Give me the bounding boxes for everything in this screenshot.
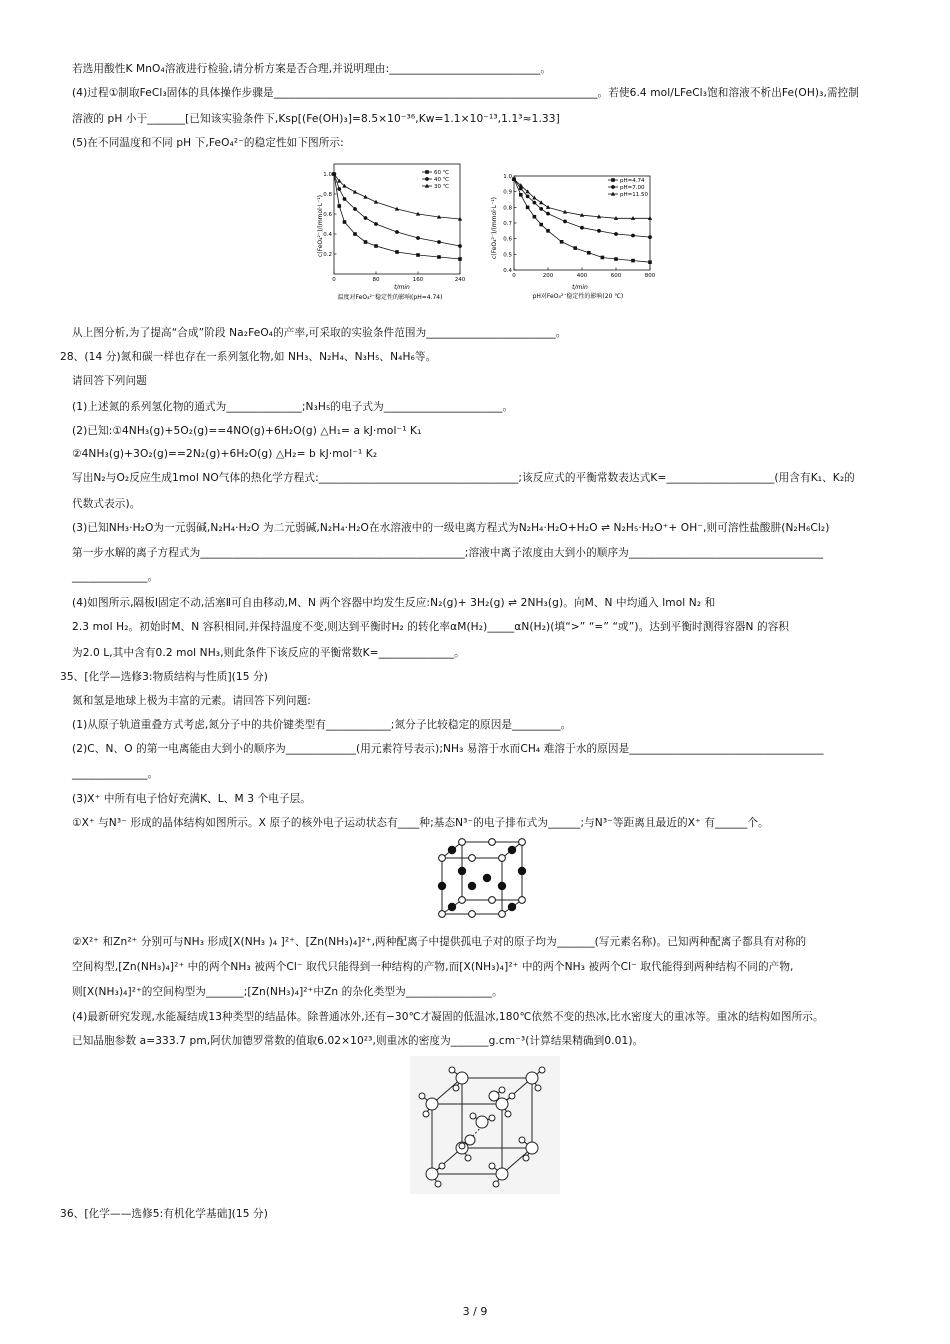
chart2-xlabel: t/min (572, 284, 588, 291)
y-tick-label: 0.4 (323, 232, 332, 238)
y-tick-label: 0.6 (323, 212, 332, 218)
data-point (416, 253, 420, 257)
x-tick-label: 800 (644, 273, 656, 279)
x-tick-label: 600 (610, 273, 622, 279)
y-tick-label: 0.6 (503, 236, 512, 243)
text-line: ①X⁺ 与N³⁻ 形成的晶体结构如图所示。X 原子的核外电子运动状态有____种;基态N³⁻的电子排布式为______;与N³⁻等距离且最近的X⁺ 有______个。 (72, 817, 769, 829)
text-line: ______________。 (72, 571, 159, 583)
text-line: ②4NH₃(g)+3O₂(g)==2N₂(g)+6H₂O(g) △H₂= b kJ·mol⁻¹ K₂ (72, 448, 378, 460)
question-header: 28、(14 分)氮和碳一样也存在一系列氢化物,如 NH₃、N₂H₄、N₃H₅、N₄H₆等。 (60, 351, 437, 363)
legend-marker (425, 177, 429, 181)
oxygen-atom (489, 1091, 499, 1101)
hydrogen-atom (523, 1155, 529, 1161)
data-point (526, 206, 530, 210)
x-tick-label: 0 (332, 277, 336, 283)
hydrogen-atom (539, 1067, 545, 1073)
text-line: ______________。 (72, 768, 159, 780)
x-ion (519, 839, 526, 846)
x-tick-label: 400 (576, 273, 588, 279)
hydrogen-atom (419, 1093, 425, 1099)
legend-marker (425, 170, 429, 174)
legend-label: pH=7.00 (620, 185, 645, 191)
data-point (631, 259, 635, 263)
hydrogen-atom (435, 1181, 441, 1187)
question-header: 36、[化学——选修5:有机化学基础](15 分) (60, 1208, 268, 1220)
oxygen-atom (476, 1116, 488, 1128)
text-line: (4)如图所示,隔板Ⅰ固定不动,活塞Ⅱ可自由移动,M、N 两个容器中均发生反应:N₂(g)+ 3H₂(g) ⇌ 2NH₃(g)。向M、N 中均通入 lmol N₂ 和 (72, 597, 716, 609)
y-tick-label: 0.4 (503, 268, 512, 274)
x-tick-label: 240 (454, 277, 466, 283)
x-tick-label: 200 (542, 273, 554, 279)
oxygen-atom (456, 1072, 468, 1084)
data-point (546, 205, 550, 209)
n3-ion (483, 874, 491, 882)
text-line: 氮和氢是地球上极为丰富的元素。请回答下列问题: (72, 695, 311, 707)
data-point (353, 190, 357, 194)
data-point (563, 220, 567, 224)
data-point (364, 216, 368, 220)
hydrogen-atom (423, 1111, 429, 1117)
data-point (337, 204, 341, 208)
n3-ion (518, 867, 526, 875)
data-point (560, 240, 564, 244)
data-point (353, 207, 357, 211)
y-tick-label: 1.0 (323, 172, 332, 178)
x-tick-label: 80 (372, 277, 380, 283)
data-point (374, 222, 378, 226)
legend-label: pH=11.50 (620, 192, 648, 198)
x-ion (499, 911, 506, 918)
temperature-stability-chart (310, 158, 480, 303)
n3-ion (508, 903, 516, 911)
legend-label: 40 ℃ (434, 177, 449, 183)
data-point (395, 250, 399, 254)
text-line: (1)上述氮的系列氢化物的通式为______________;N₃H₅的电子式为______________________。 (72, 401, 514, 413)
x-ion (459, 897, 466, 904)
legend-label: 30 ℃ (434, 184, 449, 190)
data-point (458, 257, 462, 261)
data-point (533, 201, 537, 205)
text-line: 代数式表示)。 (72, 498, 141, 510)
legend-label: pH=4.74 (620, 178, 645, 184)
text-line: 则[X(NH₃)₄]²⁺的空间构型为_______;[Zn(NH₃)₄]²⁺中Zn 的杂化类型为________________。 (72, 986, 503, 998)
hydrogen-atom (439, 1163, 445, 1169)
data-point (395, 230, 399, 234)
text-line: 为2.0 L,其中含有0.2 mol NH₃,则此条件下该反应的平衡常数K=______________。 (72, 647, 465, 659)
text-line: (2)已知:①4NH₃(g)+5O₂(g)==4NO(g)+6H₂O(g) △H₁= a kJ·mol⁻¹ K₁ (72, 425, 422, 437)
hydrogen-atom (465, 1155, 471, 1161)
data-point (539, 200, 543, 204)
data-point (374, 244, 378, 248)
x-tick-label: 0 (512, 273, 516, 279)
hydrogen-atom (499, 1087, 505, 1093)
data-point (601, 256, 605, 260)
x-ion (439, 911, 446, 918)
text-line: 溶液的 pH 小于_______[已知该实验条件下,Ksp[(Fe(OH)₃]=8.5×10⁻³⁶,Kw=1.1×10⁻¹³,1.1³≈1.33] (72, 113, 560, 125)
data-point (539, 207, 543, 211)
x-ion (469, 855, 476, 862)
legend-marker (611, 185, 615, 189)
text-line: (4)最新研究发现,水能凝结成13种类型的结晶体。除普通冰外,还有−30℃才凝固的低温冰,180℃依然不变的热冰,比水密度大的重冰等。重冰的结构如图所示。 (72, 1011, 824, 1023)
x-ion (499, 855, 506, 862)
text-line: (3)X⁺ 中所有电子恰好充满K、L、M 3 个电子层。 (72, 793, 311, 805)
text-line: (3)已知NH₃·H₂O为一元弱碱,N₂H₄·H₂O 为二元弱碱,N₂H₄·H₂O在水溶液中的一级电离方程式为N₂H₄·H₂O+H₂O ⇌ N₂H₅·H₂O⁺+ OH⁻,则可溶性盐酸肼(N₂H₆Cl₂) (72, 522, 830, 534)
text-line: (1)从原子轨道重叠方式考虑,氮分子中的共价键类型有____________;氮分子比较稳定的原因是_________。 (72, 719, 572, 731)
data-point (437, 240, 441, 244)
text-line: (2)C、N、O 的第一电离能由大到小的顺序为_____________(用元素符号表示);NH₃ 易溶于水而CH₄ 难溶于水的原因是____________________________________ (72, 743, 824, 755)
legend-label: 60 ℃ (434, 170, 449, 176)
x-ion (519, 897, 526, 904)
hydrogen-atom (509, 1093, 515, 1099)
x-ion (459, 839, 466, 846)
y-tick-label: 0.7 (503, 221, 512, 227)
hydrogen-atom (535, 1085, 541, 1091)
n3-ion (468, 882, 476, 890)
data-point (648, 235, 652, 239)
y-tick-label: 0.5 (503, 252, 512, 259)
text-line: 已知晶胞参数 a=333.7 pm,阿伏加德罗常数的值取6.02×10²³,则重冰的密度为_______g.cm⁻³(计算结果精确到0.01)。 (72, 1035, 644, 1047)
oxygen-atom (426, 1098, 438, 1110)
data-point (614, 232, 618, 236)
hydrogen-atom (459, 1143, 465, 1149)
n3-ion (458, 867, 466, 875)
data-point (546, 229, 550, 233)
crystal-structure-figure (432, 834, 534, 918)
data-point (437, 255, 441, 259)
y-tick-label: 0.8 (503, 205, 512, 212)
data-point (343, 220, 347, 224)
data-point (458, 244, 462, 248)
x-ion (469, 911, 476, 918)
text-line: 2.3 mol H₂。初始时M、N 容积相同,并保持温度不变,则达到平衡时H₂ 的转化率αM(H₂)_____αN(H₂)(填“>” “=” “或”)。达到平衡时测得容器N 的容积 (72, 621, 790, 633)
data-point (519, 187, 523, 191)
oxygen-atom (465, 1135, 475, 1145)
hydrogen-atom (519, 1137, 525, 1143)
hydrogen-atom (489, 1115, 495, 1121)
data-point (353, 232, 357, 236)
data-point (614, 257, 618, 261)
text-line: (4)过程①制取FeCl₃固体的具体操作步骤是____________________________________________________________。若使6.4 mol/LFeCl₃饱和溶液不析出Fe(OH)₃,需控制 (72, 87, 860, 99)
hydrogen-atom (449, 1067, 455, 1073)
data-point (587, 251, 591, 255)
chart2-title: pH对FeO₄²⁻稳定性的影响(20 ℃) (532, 293, 624, 300)
hydrogen-atom (470, 1113, 476, 1119)
text-line: 请回答下列问题 (72, 375, 147, 387)
data-point (597, 229, 601, 233)
chart2-ylabel: c(FeO₄²⁻)/(mmol·L⁻¹) (491, 196, 498, 260)
n3-ion (438, 882, 446, 890)
n3-ion (508, 846, 516, 854)
data-point (573, 246, 577, 250)
hydrogen-atom (505, 1111, 511, 1117)
oxygen-atom (496, 1168, 508, 1180)
text-line: (5)在不同温度和不同 pH 下,FeO₄²⁻的稳定性如下图所示: (72, 137, 344, 149)
oxygen-atom (526, 1142, 538, 1154)
hydrogen-atom (489, 1163, 495, 1169)
oxygen-atom (526, 1072, 538, 1084)
data-point (526, 194, 530, 198)
chart1-title: 温度对FeO₄²⁻稳定性的影响(pH=4.74) (337, 294, 443, 301)
ph-stability-chart (488, 168, 666, 303)
data-point (343, 197, 347, 201)
y-tick-label: 1.0 (503, 174, 512, 180)
text-line: 写出N₂与O₂反应生成1mol NO气体的热化学方程式:_____________________________________;该反应式的平衡常数表达式K=____________________(用含有K₁、K₂的 (72, 472, 855, 484)
n3-ion (448, 903, 456, 911)
chart1-xlabel: t/min (394, 284, 410, 291)
question-header: 35、[化学—选修3:物质结构与性质](15 分) (60, 671, 268, 683)
text-line: 从上图分析,为了提高“合成”阶段 Na₂FeO₄的产率,可采取的实验条件范围为________________________。 (72, 327, 567, 339)
data-point (539, 223, 543, 227)
hydrogen-atom (453, 1085, 459, 1091)
x-tick-label: 160 (412, 277, 424, 283)
data-point (631, 234, 635, 238)
data-point (364, 240, 368, 244)
hydrogen-atom (493, 1181, 499, 1187)
oxygen-atom (426, 1168, 438, 1180)
text-line: 第一步水解的离子方程式为_________________________________________________;溶液中离子浓度由大到小的顺序为____________________________________ (72, 547, 824, 559)
data-point (337, 187, 341, 191)
data-point (580, 226, 584, 230)
x-ion (489, 897, 496, 904)
text-line: 若选用酸性K MnO₄溶液进行检验,请分析方案是否合理,并说明理由:____________________________。 (72, 63, 552, 75)
text-line: 空间构型,[Zn(NH₃)₄]²⁺ 中的两个NH₃ 被两个Cl⁻ 取代只能得到一种结构的产物,而[X(NH₃)₄]²⁺ 中的两个NH₃ 被两个Cl⁻ 取代能得到两种结构不同的产物, (72, 961, 794, 973)
x-ion (489, 839, 496, 846)
chart1-ylabel: c(FeO₄²⁻)/(mmol·L⁻¹) (317, 194, 324, 258)
heavy-ice-structure-figure (410, 1056, 560, 1194)
data-point (416, 236, 420, 240)
x-ion (439, 855, 446, 862)
data-point (533, 215, 537, 219)
data-point (648, 260, 652, 264)
text-line: ②X²⁺ 和Zn²⁺ 分别可与NH₃ 形成[X(NH₃ )₄ ]²⁺、[Zn(NH₃)₄]²⁺,两种配离子中提供孤电子对的原子均为_______(写元素名称)。已知两种配离子都具有对称的 (72, 936, 807, 948)
n3-ion (498, 882, 506, 890)
n3-ion (448, 846, 456, 854)
data-point (519, 193, 523, 197)
y-tick-label: 0.9 (503, 189, 512, 196)
y-tick-label: 0.8 (323, 192, 332, 198)
y-tick-label: 0.2 (323, 252, 332, 258)
legend-marker (611, 178, 615, 182)
data-point (546, 212, 550, 216)
page-number: 3 / 9 (462, 1305, 488, 1318)
